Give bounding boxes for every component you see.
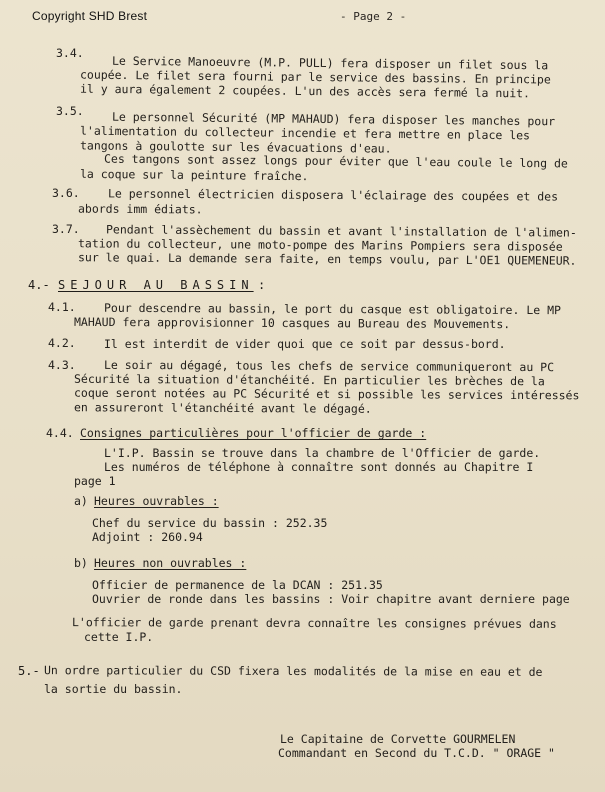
section-3-7-line-3: sur le quai. La demande sera faite, en temps voulu, par L'OE1 QUEMENEUR.	[77, 250, 577, 268]
section-3-6-line-1: Le personnel électricien disposera l'éclairage des coupées et des	[107, 186, 559, 204]
section-4-colon: :	[258, 278, 266, 292]
section-number-4-1: 4.1.	[48, 300, 76, 314]
section-3-5-line-5: la coque sur la peinture fraîche.	[79, 166, 309, 184]
section-number-3-6: 3.6.	[52, 186, 80, 200]
section-number-5: 5.-	[18, 664, 40, 678]
section-4-2-line-1: Il est interdit de vider quoi que ce soit par dessus-bord.	[104, 337, 506, 351]
subsection-b-line-2: Ouvrier de ronde dans les bassins : Voir chapitre avant derniere page	[92, 592, 570, 606]
section-4-4-line-2: Les numéros de téléphone à connaître sont donnés au Chapitre I	[104, 460, 534, 474]
page-number: - Page 2 -	[340, 10, 407, 23]
section-3-4-line-1: Le Service Manoeuvre (M.P. PULL) fera disposer un filet sous la	[111, 53, 549, 73]
section-3-5-line-2: l'alimentation du collecteur incendie et fera mettre en place les	[79, 123, 531, 143]
section-number-4: 4.-	[28, 278, 50, 292]
subsection-b-marker: b)	[74, 556, 88, 570]
subsection-b-title: Heures non ouvrables :	[94, 556, 247, 570]
section-4-3-line-2: Sécurité la situation d'étanchéité. En particulier les brèches de la	[73, 371, 545, 389]
section-5-line-1: Un ordre particulier du CSD fixera les modalités de la mise en eau et de	[43, 663, 543, 679]
section-number-3-7: 3.7.	[52, 222, 80, 236]
section-4-4-title: Consignes particulières pour l'officier de garde :	[80, 426, 427, 440]
section-3-5-line-4: Ces tangons sont assez longs pour éviter que l'eau coule le long de	[103, 151, 568, 171]
section-4-4-closing-line-1: L'officier de garde prenant devra connaître les consignes prévues dans	[71, 615, 557, 631]
section-3-5-line-1: Le personnel Sécurité (MP MAHAUD) fera disposer les manches pour	[111, 109, 556, 129]
subsection-a-title: Heures ouvrables :	[94, 494, 219, 508]
section-4-3-line-3: coque seront notées au PC Sécurité et si possible les services intéressés	[73, 385, 580, 403]
subsection-a-line-1: Chef du service du bassin : 252.35	[92, 516, 328, 530]
section-number-4-3: 4.3.	[48, 358, 76, 372]
section-3-7-line-2: tation du collecteur, une moto-pompe des Marins Pompiers sera disposée	[77, 236, 563, 254]
section-4-3-line-1: Le soir au dégagé, tous les chefs de service communiqueront au PC	[103, 357, 555, 375]
section-4-1-line-2: MAHAUD fera approvisionner 10 casques au Bureau des Mouvements.	[73, 314, 511, 332]
section-number-4-2: 4.2.	[48, 336, 76, 350]
section-number-3-4: 3.4.	[56, 46, 84, 60]
section-number-3-5: 3.5.	[56, 104, 84, 118]
section-3-4-line-2: coupée. Le filet sera fourni par le service des bassins. En principe	[79, 67, 551, 87]
signature-line-2: Commandant en Second du T.C.D. " ORAGE "	[278, 746, 555, 760]
section-4-3-line-4: en assureront l'étanchéité avant le dégagé.	[73, 400, 372, 416]
section-4-1-line-1: Pour descendre au bassin, le port du casque est obligatoire. Le MP	[103, 300, 562, 318]
signature-line-1: Le Capitaine de Corvette GOURMELEN	[280, 732, 516, 746]
section-4-4-line-3: page 1	[74, 474, 116, 488]
section-4-4-closing-line-2: cette I.P.	[84, 630, 154, 644]
subsection-a-line-2: Adjoint : 260.94	[92, 530, 203, 544]
section-number-4-4: 4.4.	[46, 426, 74, 440]
section-3-6-line-2: abords imm édiats.	[77, 201, 203, 217]
subsection-a-marker: a)	[74, 494, 88, 508]
section-4-4-line-1: L'I.P. Bassin se trouve dans la chambre de l'Officier de garde.	[104, 446, 541, 460]
section-3-5-line-3: tangons à goulotte sur les évacuations d'eau.	[79, 138, 392, 156]
section-3-7-line-1: Pendant l'assèchement du bassin et avant l'installation de l'alimen-	[105, 222, 577, 240]
section-5-line-2: la sortie du bassin.	[44, 682, 183, 696]
subsection-b-line-1: Officier de permanence de la DCAN : 251.35	[92, 578, 383, 592]
section-4-title: SEJOUR AU BASSIN	[58, 278, 254, 292]
section-3-4-line-3: il y aura également 2 coupées. L'un des accès sera fermé la nuit.	[79, 81, 531, 101]
copyright-label: Copyright SHD Brest	[32, 9, 148, 23]
